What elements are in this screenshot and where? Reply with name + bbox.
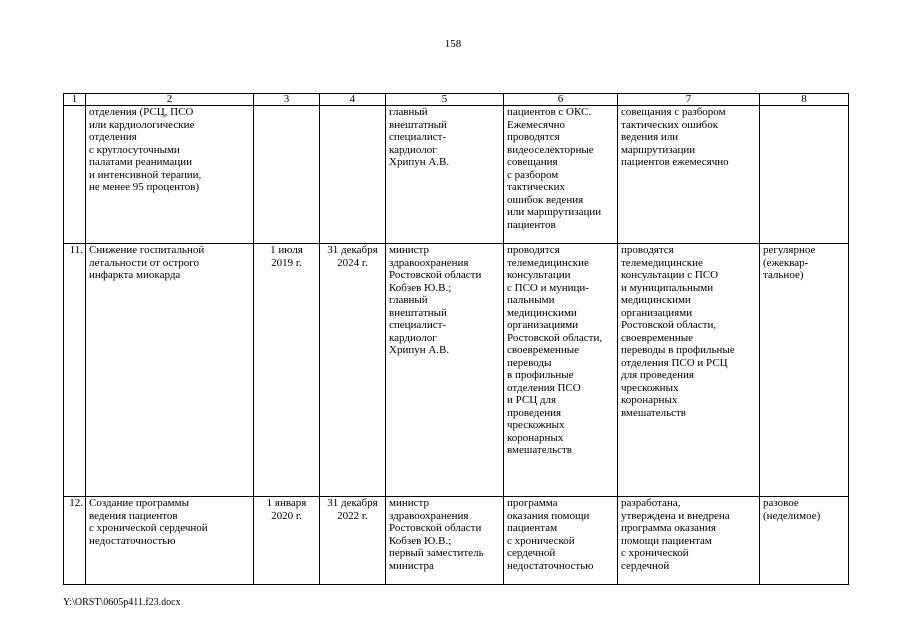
header-cell: 7	[618, 94, 760, 106]
header-cell: 1	[64, 94, 86, 106]
result-cell: проводятся телемедицинские консультации с ПСО и муниципальными медицинскими организациями Ростовской области, своевременные переводы в профильные отделения ПСО и РСЦ для проведения чрескожных коронарных вмешательств	[618, 244, 760, 497]
header-cell: 2	[86, 94, 254, 106]
description-cell: проводятся телемедицинские консультации с ПСО и муници- пальными медицинскими организациями Ростовской области, своевременные переводы в профильные отделения ПСО и РСЦ для проведения чрескожных коронарных вмешательств	[504, 244, 618, 497]
activity-table	[63, 93, 849, 585]
frequency-cell	[760, 106, 849, 244]
event-cell: Создание программы ведения пациентов с хронической сердечной недостаточностью	[86, 497, 254, 585]
header-cell: 6	[504, 94, 618, 106]
start-date-cell: 1 июля 2019 г.	[254, 244, 320, 497]
event-cell: Снижение госпитальной летальности от острого инфаркта миокарда	[86, 244, 254, 497]
header-cell: 5	[386, 94, 504, 106]
footer-file-path: Y:\ORST\0605p411.f23.docx	[63, 597, 181, 608]
row-number-cell	[64, 106, 86, 244]
event-cell: отделения (РСЦ, ПСО или кардиологические отделения с круглосуточными палатами реанимации и интенсивной терапии, не менее 95 процентов)	[86, 106, 254, 244]
frequency-cell: регулярное (ежеквар- тальное)	[760, 244, 849, 497]
table-row	[64, 106, 849, 244]
responsible-cell: министр здравоохранения Ростовской области Кобзев Ю.В.; главный внештатный специалист- кардиолог Хрипун А.В.	[386, 244, 504, 497]
description-cell: программа оказания помощи пациентам с хронической сердечной недостаточностью	[504, 497, 618, 585]
end-date-cell: 31 декабря 2024 г.	[320, 244, 386, 497]
header-cell: 3	[254, 94, 320, 106]
result-cell: разработана, утверждена и внедрена программа оказания помощи пациентам с хронической сердечной	[618, 497, 760, 585]
row-number-cell: 11.	[64, 244, 86, 497]
header-cell: 4	[320, 94, 386, 106]
end-date-cell	[320, 106, 386, 244]
result-cell: совещания с разбором тактических ошибок ведения или маршрутизации пациентов ежемесячно	[618, 106, 760, 244]
start-date-cell: 1 января 2020 г.	[254, 497, 320, 585]
table-row	[64, 244, 849, 497]
header-cell: 8	[760, 94, 849, 106]
page-number: 158	[444, 38, 462, 50]
table-header-row	[64, 94, 849, 106]
frequency-cell: разовое (неделимое)	[760, 497, 849, 585]
end-date-cell: 31 декабря 2022 г.	[320, 497, 386, 585]
table-row	[64, 497, 849, 585]
responsible-cell: главный внештатный специалист- кардиолог Хрипун А.В.	[386, 106, 504, 244]
responsible-cell: министр здравоохранения Ростовской области Кобзев Ю.В.; первый заместитель министра	[386, 497, 504, 585]
description-cell: пациентов с ОКС. Ежемесячно проводятся видеоселекторные совещания с разбором тактических ошибок ведения или маршрутизации пациентов	[504, 106, 618, 244]
start-date-cell	[254, 106, 320, 244]
row-number-cell: 12.	[64, 497, 86, 585]
